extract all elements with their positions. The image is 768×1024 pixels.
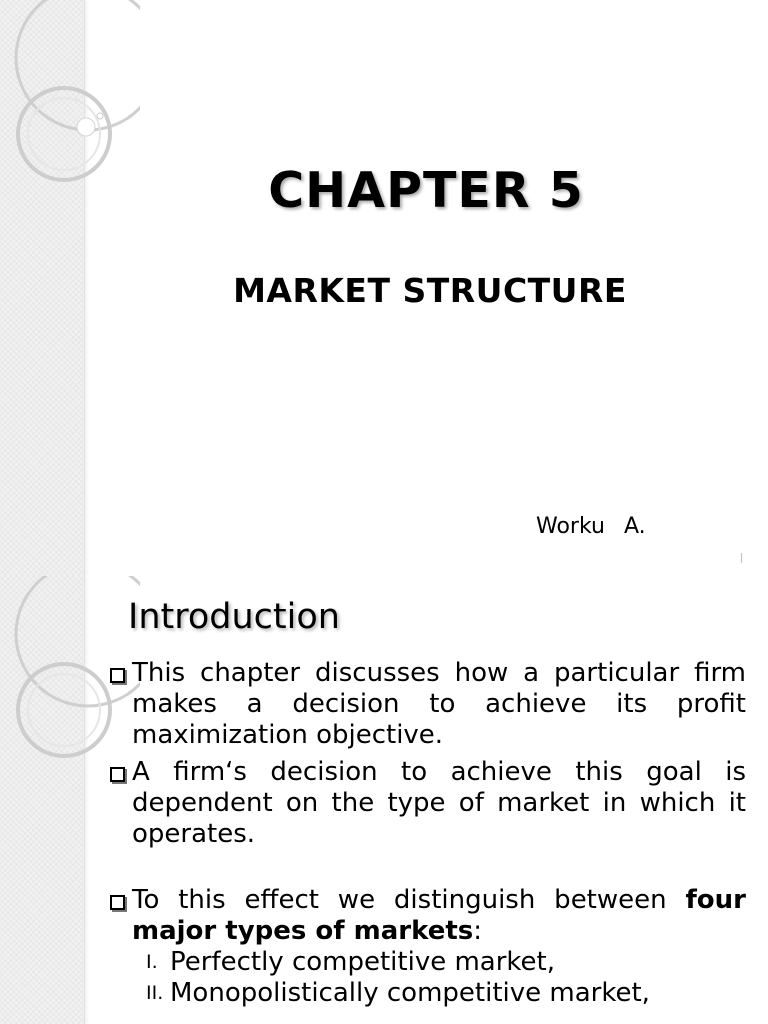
bullet-text-prefix: To this effect we distinguish between (132, 885, 686, 915)
bullet-text-suffix: : (473, 916, 483, 946)
checkbox-bullet-icon (110, 668, 125, 683)
sub-item-text: Monopolistically competitive market, (170, 978, 650, 1008)
sub-item (106, 978, 746, 1009)
bullet-list (106, 658, 746, 1009)
introduction-slide (0, 576, 768, 1024)
checkbox-bullet-icon (110, 895, 125, 910)
slide-heading: Introduction (128, 597, 340, 637)
bullet-text-emphasis: four major types of markets (132, 885, 746, 946)
bullet-item (106, 885, 746, 947)
bullet-text: This chapter discusses how a particular firm makes a decision to achieve its profit maximization objective. (132, 658, 746, 750)
chapter-title: CHAPTER 5 (268, 162, 584, 219)
chapter-subtitle: MARKET STRUCTURE (233, 271, 627, 310)
bullet-text: A firm‘s decision to achieve this goal is dependent on the type of market in which it operates. (132, 757, 746, 849)
author-name: Worku A. (536, 514, 646, 539)
checkbox-bullet-icon (110, 767, 125, 782)
sub-item (106, 947, 746, 978)
roman-numeral: II. (146, 982, 164, 1004)
sub-item-text: Perfectly competitive market, (170, 947, 555, 977)
slide-tick-mark (741, 553, 742, 563)
bullet-item (106, 658, 746, 751)
roman-numeral: I. (146, 951, 158, 973)
bullet-item (106, 757, 746, 850)
